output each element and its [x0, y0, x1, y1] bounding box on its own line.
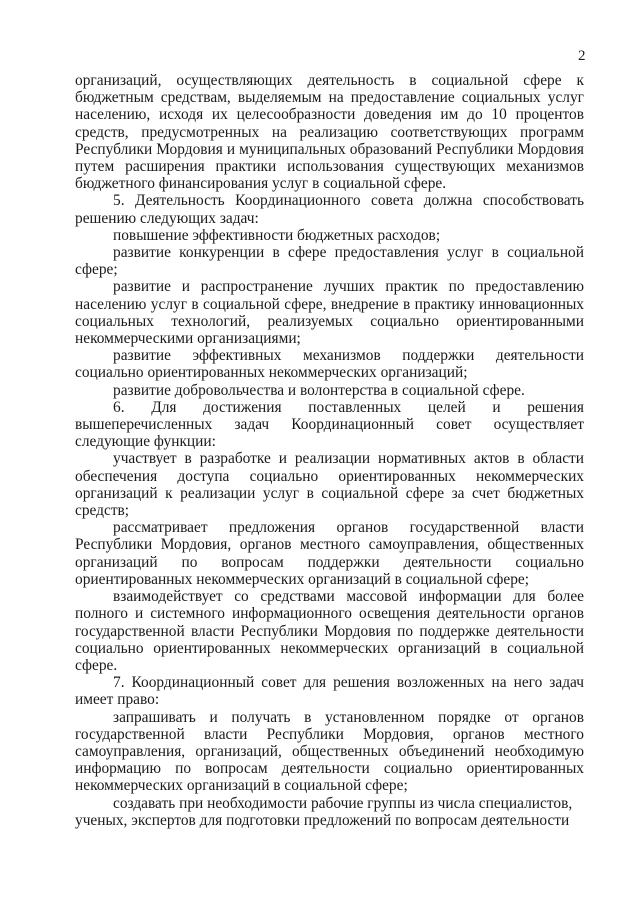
function-normative-acts: участвует в разработке и реализации нормативных актов в области обеспечения доступа социально ориентированных некоммерческих организаций к реализации услуг в социальной сфере за счет бюджетных средств; — [75, 450, 584, 520]
task-volunteering: развитие добровольчества и волонтерства в социальной сфере. — [113, 381, 525, 399]
task-best-practices: развитие и распространение лучших практик по предоставлению населению услуг в социальной сфере, внедрение в практику инновационных социальных технологий, реализуемых социально ориентированными некоммерческими организациями; — [75, 278, 584, 348]
function-media-interaction: взаимодействует со средствами массовой информации для более полного и системного информационного освещения деятельности органов государственной власти Республики Мордовия по поддержке деятельности социально ориентированных некоммерческих организаций в социальной сфере. — [75, 588, 584, 674]
paragraph-continuation: организаций, осуществляющих деятельность в социальной сфере к бюджетным средствам, выделяемым на предоставление социальных услуг населению, исходя их целесообразности доведения им до 10 процентов средств, предусмотренных на реализацию соответствующих программ Республики Мордовия и муниципальных образований Республики Мордовия путем расширения практики использования существующих механизмов бюджетного финансирования услуг в социальной сфере. — [75, 72, 584, 193]
document-body — [75, 72, 584, 829]
right-create-working-groups: создавать при необходимости рабочие группы из числа специалистов, ученых, экспертов для подготовки предложений по вопросам деятельности — [75, 794, 573, 829]
right-request-information: запрашивать и получать в установленном порядке от органов государственной власти Республики Мордовия, органов местного самоуправления, организаций, общественных объединений необходимую информацию по вопросам деятельности социально ориентированных некоммерческих организаций в социальной сфере; — [75, 708, 584, 795]
task-budget-efficiency: повышение эффективности бюджетных расходов; — [113, 226, 441, 244]
page-number: 2 — [578, 48, 586, 64]
task-competition: развитие конкуренции в сфере предоставления услуг в социальной сфере; — [75, 244, 584, 279]
paragraph-item-5: 5. Деятельность Координационного совета должна способствовать решению следующих задач: — [75, 192, 584, 227]
paragraph-item-7: 7. Координационный совет для решения возложенных на него задач имеет право: — [75, 674, 584, 709]
paragraph-item-6: 6. Для достижения поставленных целей и решения вышеперечисленных задач Координационный совет осуществляет следующие функции: — [75, 398, 584, 451]
task-support-mechanisms: развитие эффективных механизмов поддержки деятельности социально ориентированных некоммерческих организаций; — [75, 347, 584, 382]
function-review-proposals: рассматривает предложения органов государственной власти Республики Мордовия, органов местного самоуправления, общественных организаций по вопросам поддержки деятельности социально ориентированных некоммерческих организаций в социальной сфере; — [75, 519, 584, 588]
